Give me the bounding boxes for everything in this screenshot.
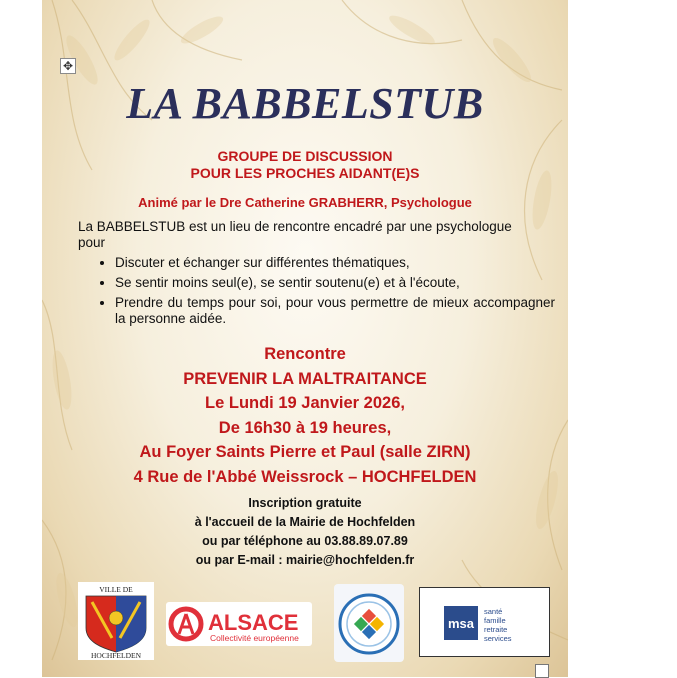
flyer-page — [42, 0, 568, 677]
alsace-name: ALSACE — [208, 610, 299, 635]
inscription-line-3: ou par téléphone au 03.88.89.07.89 — [202, 534, 408, 548]
event-date: Le Lundi 19 Janvier 2026, — [205, 394, 405, 412]
msa-line-2: famille — [484, 616, 506, 625]
msa-line-3: retraite — [484, 625, 508, 634]
logo-msa — [419, 587, 550, 657]
subtitle-line-1: GROUPE DE DISCUSSION — [217, 148, 393, 164]
event-label: Rencontre — [264, 345, 346, 363]
intro-text: La BABBELSTUB est un lieu de rencontre encadré par une psychologue pour — [78, 219, 512, 250]
subtitle — [42, 148, 568, 182]
msa-line-1: santé — [484, 607, 503, 616]
animated-by: Animé par le Dre Catherine GRABHERR, Psychologue — [138, 195, 472, 210]
list-item: • Prendre du temps pour soi, pour vous permettre de mieux accompagner la personne aidée. — [115, 295, 555, 327]
inscription-line-1: Inscription gratuite — [248, 496, 362, 510]
event-details — [42, 342, 568, 489]
event-topic: PREVENIR LA MALTRAITANCE — [183, 369, 427, 388]
list-item: • Se sentir moins seul(e), se sentir soutenu(e) et à l'écoute, — [115, 275, 555, 291]
logo-ville-hochfelden — [78, 582, 154, 660]
coat-of-arms-icon — [78, 582, 154, 660]
move-handle-icon[interactable]: ✥ — [60, 58, 76, 74]
inscription-line-4: ou par E-mail : mairie@hochfelden.fr — [195, 553, 415, 567]
msa-letters: msa — [447, 616, 475, 631]
logo-alsace — [166, 602, 312, 646]
event-place: Au Foyer Saints Pierre et Paul (salle ZIRN) — [139, 443, 471, 461]
list-item: • Discuter et échanger sur différentes thématiques, — [115, 255, 555, 271]
event-time: De 16h30 à 19 heures, — [218, 418, 392, 437]
ville-top-text: VILLE DE — [99, 585, 133, 594]
alsace-subtitle: Collectivité européenne — [210, 633, 299, 643]
ville-bottom-text: HOCHFELDEN — [91, 651, 141, 660]
inscription-info — [42, 494, 568, 570]
logo-collectif-circle — [334, 584, 404, 662]
msa-line-4: services — [484, 634, 512, 643]
subtitle-line-2: POUR LES PROCHES AIDANT(E)S — [190, 165, 420, 181]
alsace-logo-icon — [171, 609, 201, 639]
resize-handle[interactable] — [535, 664, 549, 678]
page-title: LA BABBELSTUB — [126, 79, 484, 128]
inscription-line-2: à l'accueil de la Mairie de Hochfelden — [194, 515, 416, 529]
bullet-list — [98, 255, 555, 331]
event-address: 4 Rue de l'Abbé Weissrock – HOCHFELDEN — [133, 467, 477, 486]
